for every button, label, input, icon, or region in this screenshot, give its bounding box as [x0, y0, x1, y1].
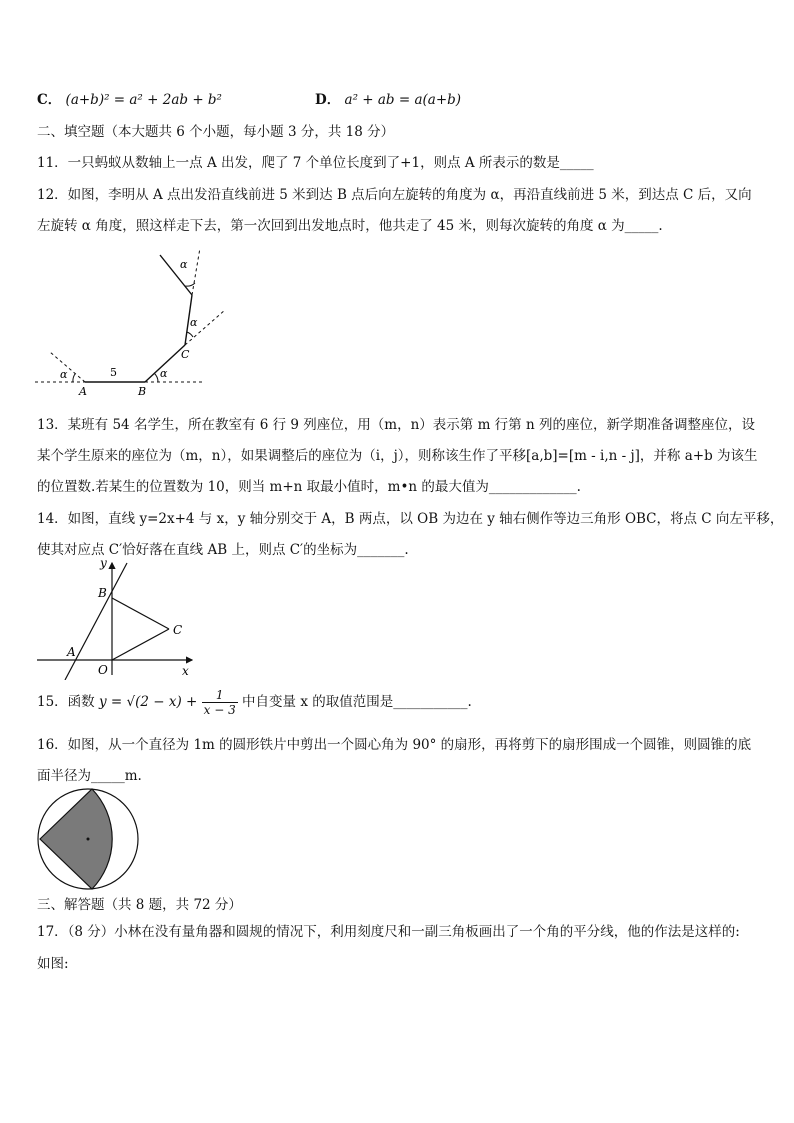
option-c-formula: (a+b)² = a² + 2ab + b² [65, 92, 222, 108]
option-d [315, 88, 461, 108]
line-ab [65, 563, 127, 680]
question-16-line-1: 16．如图，从一个直径为 1m 的圆形铁片中剪出一个圆心角为 90° 的扇形，再将剪下的扇形围成一个圆锥，则圆锥的底 [37, 737, 752, 753]
question-15-suffix: 中自变量 x 的取值范围是___________. [242, 694, 472, 710]
alpha-label-a: α [60, 368, 68, 381]
question-13-line-1: 13．某班有 54 名学生，所在教室有 6 行 9 列座位，用（m，n）表示第 m 行第 n 列的座位，新学期准备调整座位，设 [37, 417, 755, 433]
dashed-line [50, 352, 85, 382]
x-axis-label: x [182, 664, 189, 678]
figure-q14-coordinate [32, 555, 202, 680]
fraction-numerator: 1 [202, 688, 238, 703]
origin-label: O [98, 663, 108, 677]
fraction-denominator: x − 3 [203, 703, 236, 717]
option-c [37, 88, 222, 108]
length-label: 5 [110, 366, 117, 379]
section-3-title: 三、解答题（共 8 题，共 72 分） [37, 897, 242, 913]
alpha-label-b: α [160, 367, 168, 380]
center-point [87, 838, 90, 841]
section-2-title: 二、填空题（本大题共 6 个小题，每小题 3 分，共 18 分） [37, 124, 395, 140]
point-a-label: A [79, 385, 87, 398]
option-d-formula: a² + ab = a(a+b) [344, 92, 462, 108]
question-15 [37, 688, 472, 717]
segment-bc [112, 598, 169, 629]
point-a-label: A [67, 645, 76, 659]
option-c-label: C． [37, 92, 62, 108]
segment-oc [112, 629, 169, 660]
alpha-label-top: α [180, 258, 188, 271]
question-15-fraction [202, 688, 238, 717]
figure-q16-circle-sector [36, 787, 141, 892]
y-axis-label: y [100, 556, 107, 570]
question-12-line-2: 左旋转 α 角度，照这样走下去，第一次回到出发地点时，他共走了 45 米，则每次旋转的角度 α 为_____. [37, 218, 663, 234]
dashed-line [192, 248, 200, 295]
option-d-label: D． [315, 92, 341, 108]
question-15-function: y = √(2 − x) + [98, 694, 198, 710]
point-c-label: C [173, 623, 183, 637]
point-b-label: B [98, 586, 107, 600]
point-c-label: C [181, 348, 190, 361]
point-b-label: B [138, 385, 147, 398]
alpha-label-c: α [190, 316, 198, 329]
question-14-line-2: 使其对应点 C′恰好落在直线 AB 上，则点 C′的坐标为_______. [37, 542, 409, 558]
question-11: 11．一只蚂蚁从数轴上一点 A 出发，爬了 7 个单位长度到了+1，则点 A 所表示的数是_____ [37, 155, 594, 171]
question-13-line-3: 的位置数.若某生的位置数为 10，则当 m+n 取最小值时，m•n 的最大值为_____________. [37, 479, 581, 495]
question-17-line-1: 17．（8 分）小林在没有量角器和圆规的情况下，利用刻度尺和一副三角板画出了一个角的平分线，他的作法是这样的: [37, 924, 740, 940]
question-16-line-2: 面半径为_____m. [37, 768, 142, 784]
question-13-line-2: 某个学生原来的座位为（m，n），如果调整后的座位为（i，j），则称该生作了平移[a,b]=[m - i,n - j]，并称 a+b 为该生 [37, 448, 758, 464]
sector [40, 789, 112, 889]
question-15-prefix: 15．函数 [37, 694, 95, 710]
question-17-line-2: 如图: [37, 956, 69, 972]
question-14-line-1: 14．如图，直线 y=2x+4 与 x，y 轴分别交于 A，B 两点，以 OB 为边在 y 轴右侧作等边三角形 OBC，将点 C 向左平移， [37, 511, 784, 527]
question-12-line-1: 12．如图，李明从 A 点出发沿直线前进 5 米到达 B 点后向左旋转的角度为 α，再沿直线前进 5 米，到达点 C 后，又向 [37, 187, 752, 203]
figure-q12-path [30, 240, 235, 400]
